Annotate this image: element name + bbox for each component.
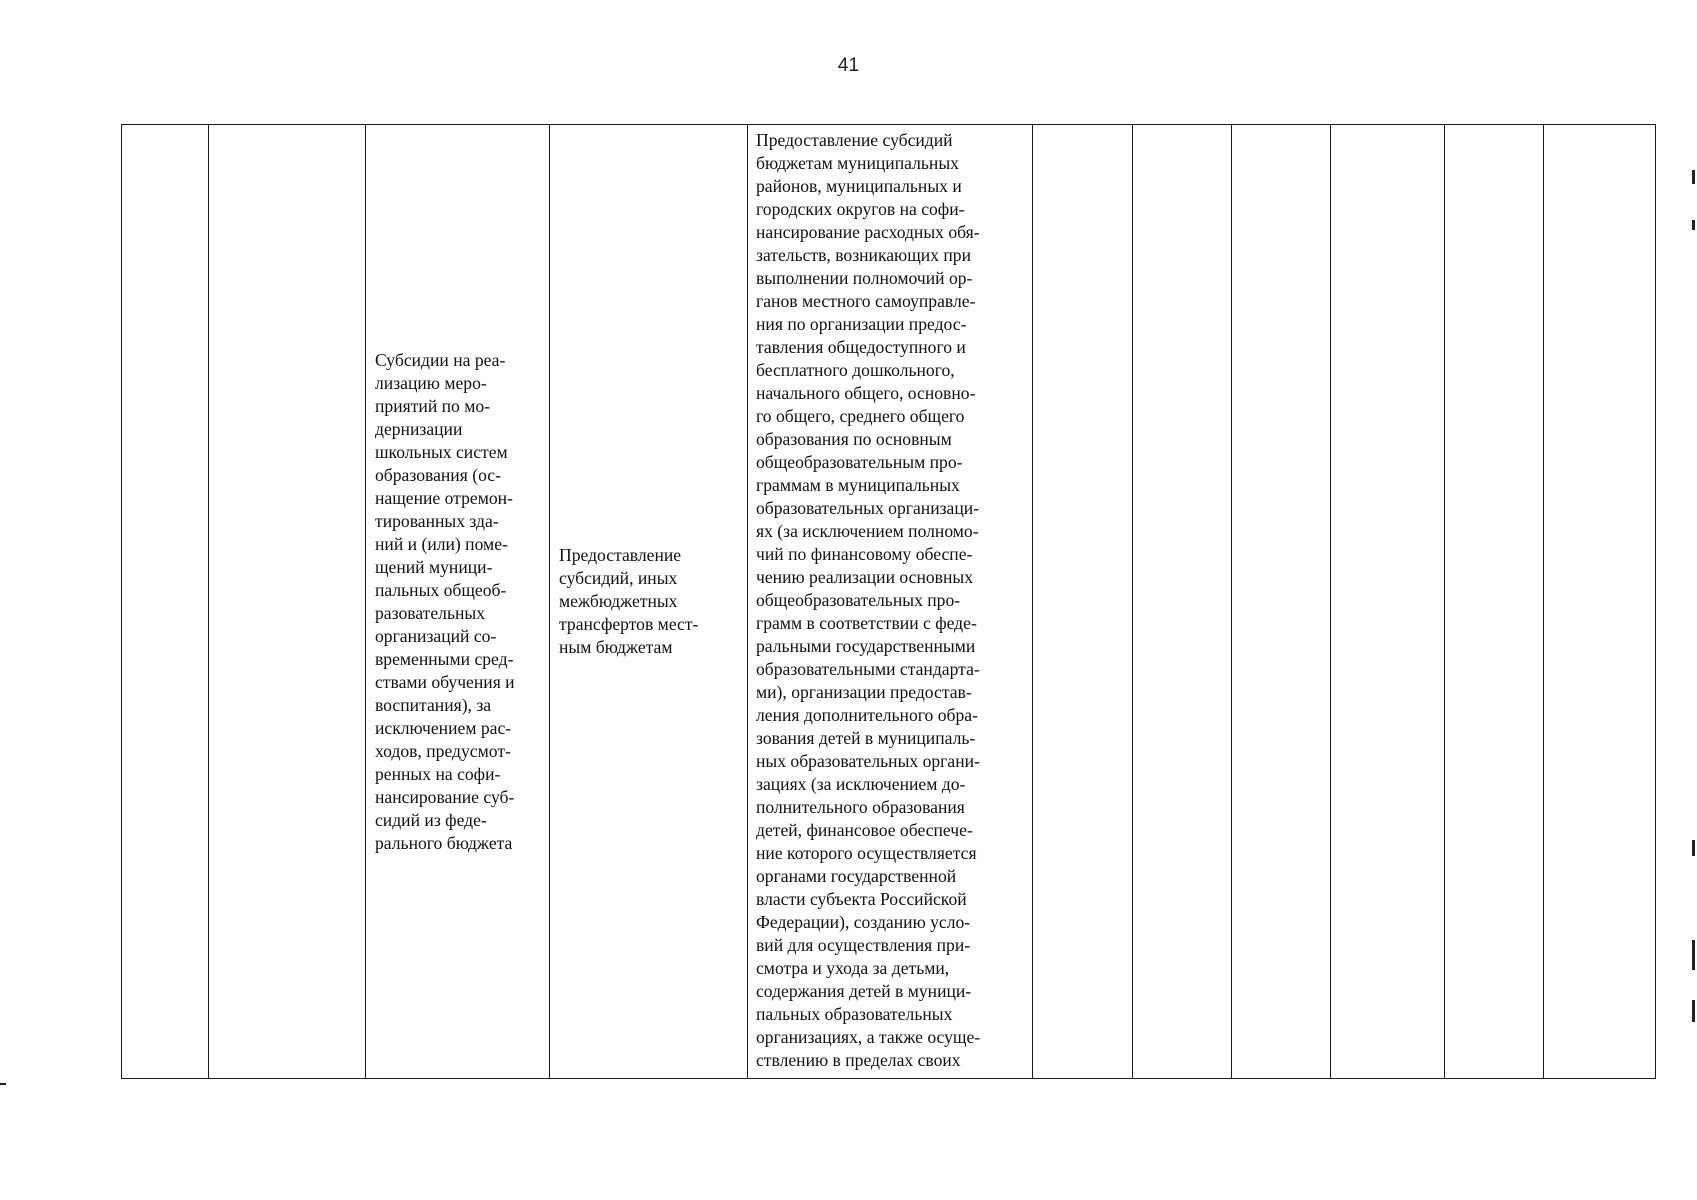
- table-cell-subsidy-name: [366, 125, 550, 1079]
- table-cell-col-10: [1445, 125, 1544, 1079]
- table-row: [122, 125, 1656, 1079]
- scan-edge-mark: [1692, 220, 1695, 230]
- document-table: [121, 124, 1656, 1079]
- scan-edge-mark: [0, 1083, 6, 1085]
- table-cell-col-7: [1133, 125, 1232, 1079]
- table-cell-subsidy-description: [748, 125, 1033, 1079]
- scan-edge-mark: [1692, 170, 1695, 184]
- subsidy-description-text: Предоставление субсидий бюджетам муниципальных районов, муниципальных и городских округов на софи- нансирование расходных обя- зательств, возникающих при выполнении полномочий ор- ганов местного самоуправле- ния по организации предос- тавления общедоступного и бесплатного дошкольного, начального общего, основно- го общего, среднего общего образования по основным общеобразовательным про- граммам в муниципальных образовательных организаци- ях (за исключением полномо- чий по финансовому обеспе- чению реализации основных общеобразовательных про- грамм в соответствии с феде- ральными государственными образовательными стандарта- ми), организации предостав- ления дополнительного обра- зования детей в муниципаль- ных образовательных органи- зациях (за исключением до- полнительного образования детей, финансовое обеспече- ние которого осуществляется органами государственной власти субъекта Российской Федерации), созданию усло- вий для осуществления при- смотра и ухода за детьми, содержания детей в муници- пальных образовательных организациях, а также осуще- ствлению в пределах своих: [756, 130, 981, 1070]
- subsidy-type-text: Предоставление субсидий, иных межбюджетных трансфертов мест- ным бюджетам: [559, 545, 699, 657]
- table-cell-subsidy-type: [550, 125, 748, 1079]
- scan-edge-mark: [1692, 1000, 1695, 1022]
- table-cell-col-9: [1331, 125, 1445, 1079]
- table-cell-col-8: [1232, 125, 1331, 1079]
- table-cell-col-2: [209, 125, 366, 1079]
- scan-edge-mark: [1692, 940, 1695, 970]
- table-cell-col-6: [1033, 125, 1133, 1079]
- subsidy-name-text: Субсидии на реа- лизацию меро- приятий по мо- дернизации школьных систем образования (ос- нащение отремон- тированных зда- ний и (или) поме- щений муници- пальных общеоб- разовательных организаций со- временными сред- ствами обучения и воспитания), за исключением рас- ходов, предусмот- ренных на софи- нансирование суб- сидий из феде- рального бюджета: [375, 349, 515, 853]
- page-number: 41: [837, 55, 860, 76]
- table-cell-col-11: [1544, 125, 1656, 1079]
- table-cell-col-1: [122, 125, 209, 1079]
- scan-edge-mark: [1692, 840, 1695, 856]
